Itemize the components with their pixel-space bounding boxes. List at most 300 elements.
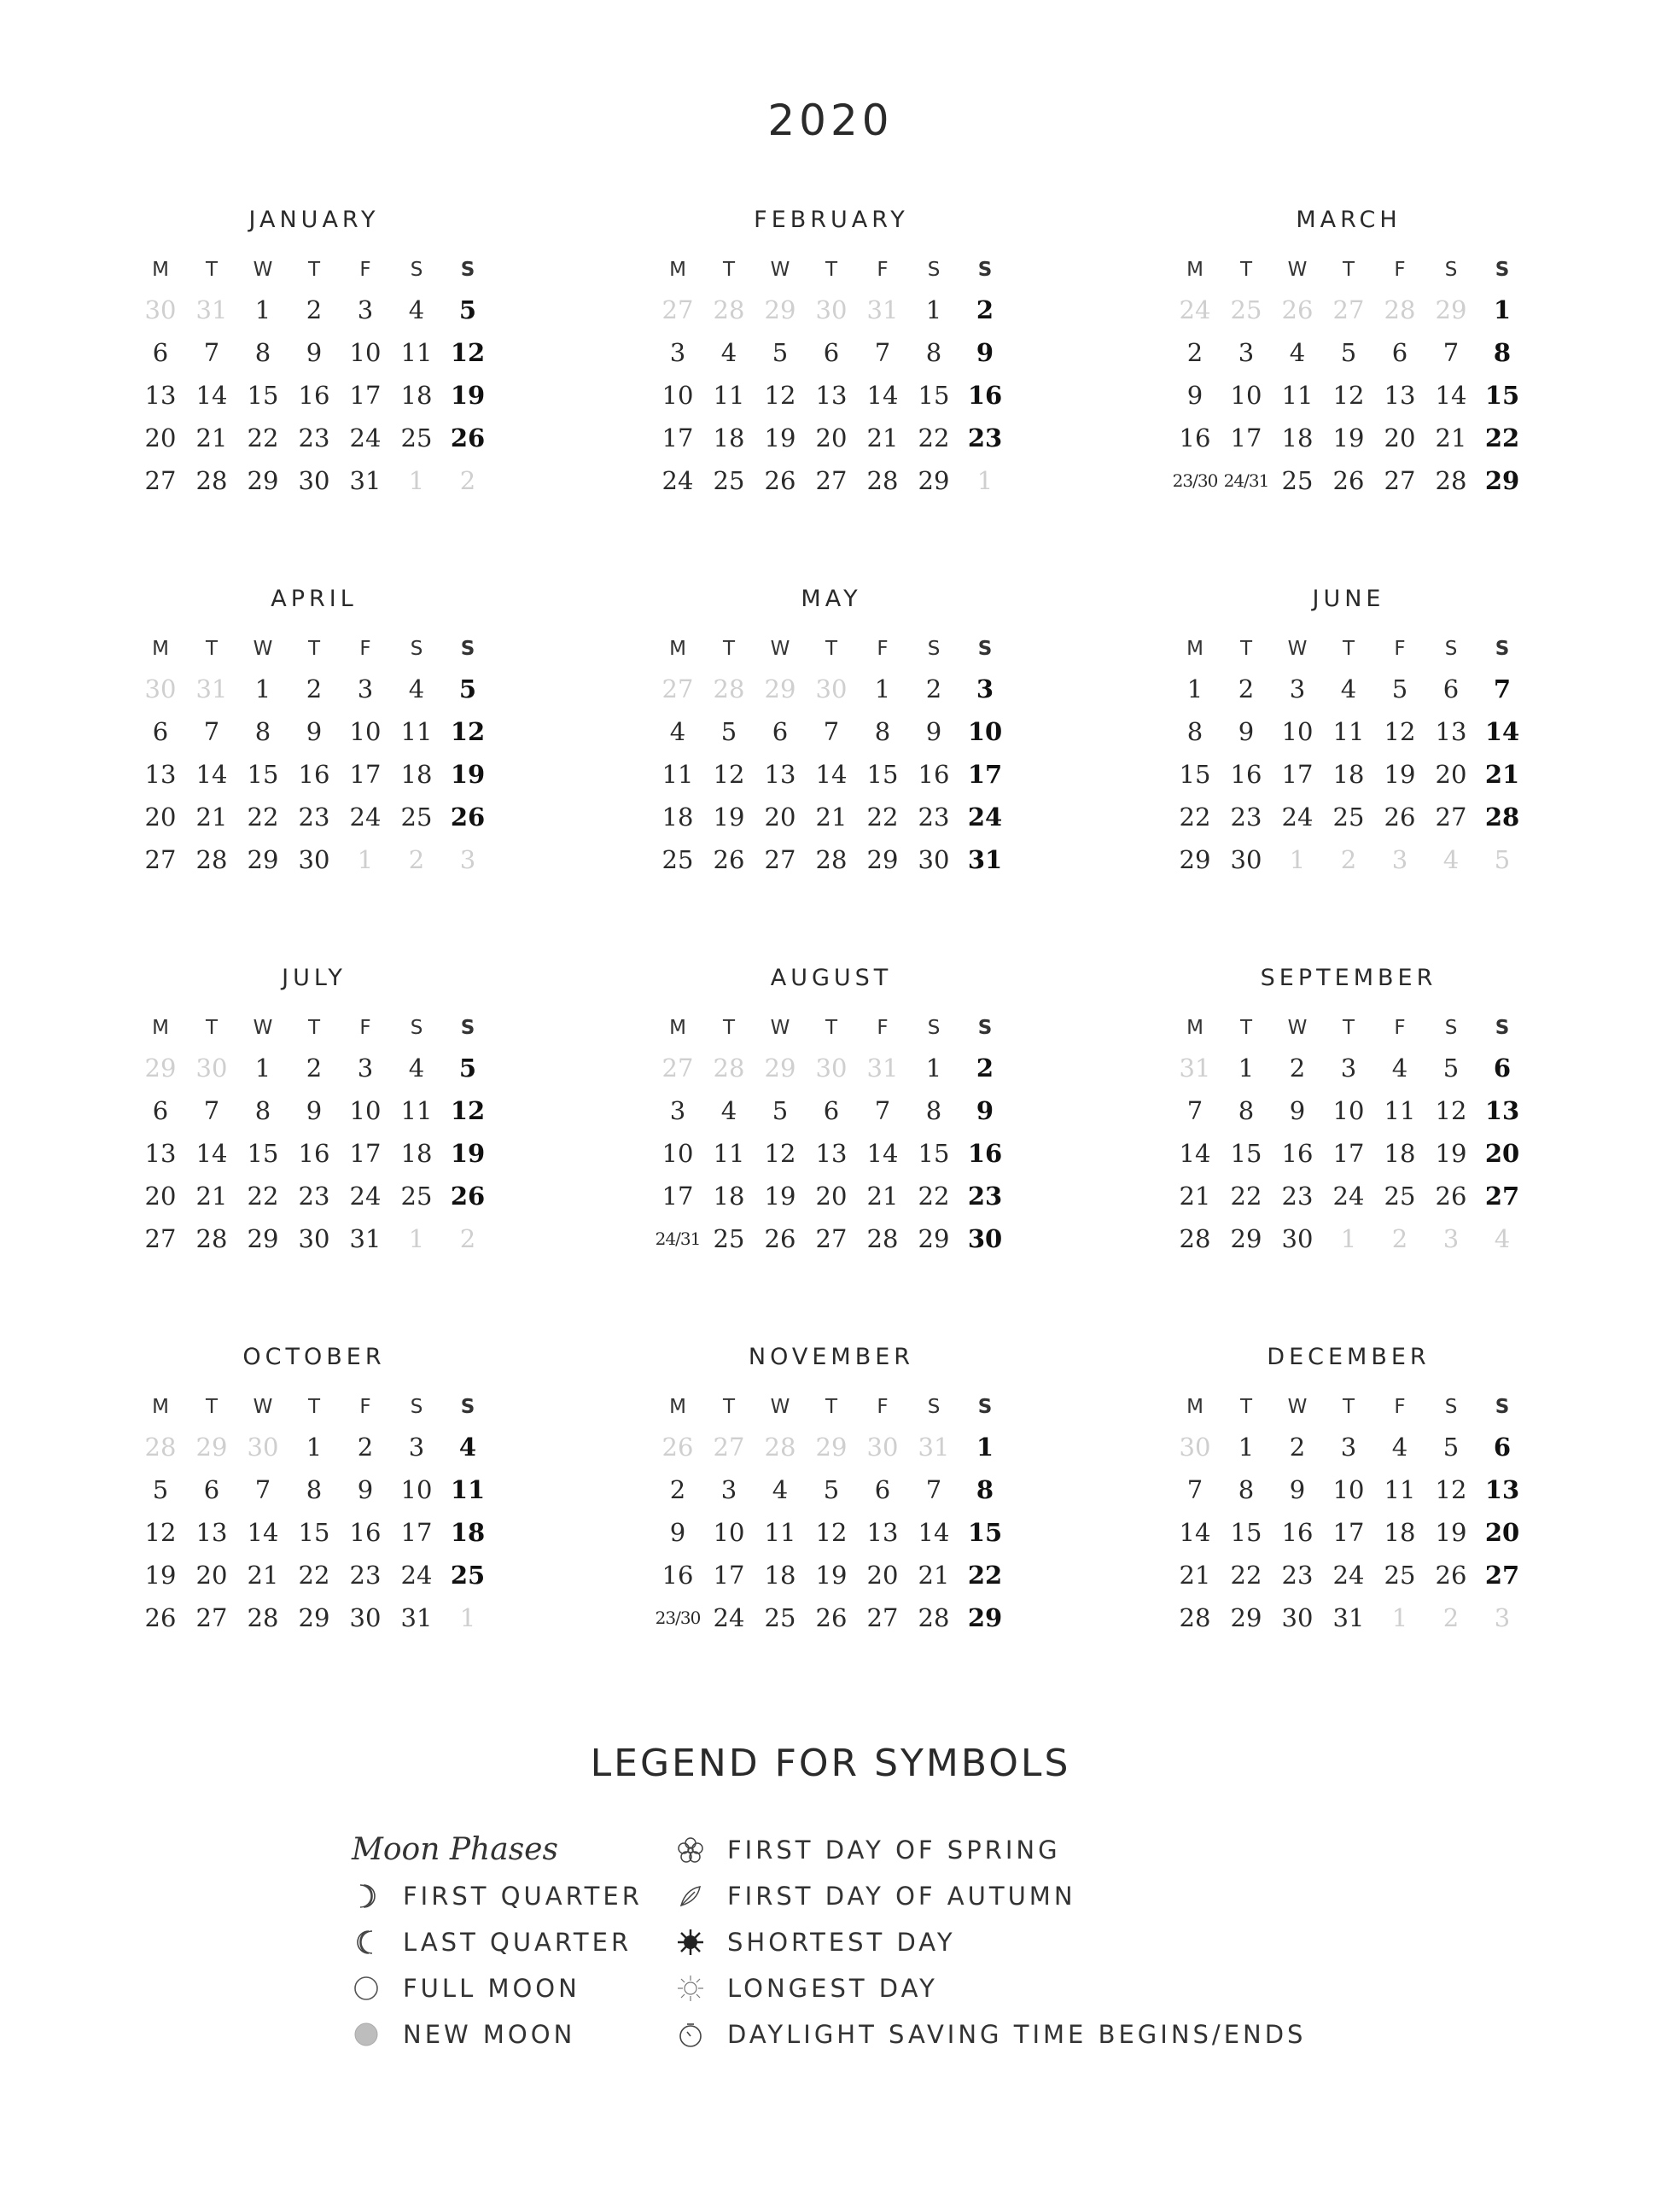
day-cell: 4 (1289, 338, 1306, 367)
weekday-header: S (410, 1396, 423, 1418)
dark-sun-icon (676, 1925, 719, 1959)
weekday-header: F (877, 638, 889, 660)
legend-label: LAST QUARTER (403, 1928, 632, 1957)
weekday-header: W (253, 1017, 273, 1039)
day-cell: 16 (298, 760, 330, 789)
day-cell: 3 (357, 295, 374, 324)
weekday-header: S (927, 259, 941, 281)
weekday-header: M (152, 638, 169, 660)
day-cell: 30 (1281, 1603, 1314, 1632)
day-cell: 15 (866, 760, 899, 789)
day-cell: 30 (298, 466, 330, 495)
day-cell: 27 (1484, 1182, 1520, 1211)
adjacent-month-day: 30 (815, 674, 848, 703)
day-cell: 26 (450, 803, 486, 832)
day-cell: 5 (458, 1053, 477, 1083)
day-cell: 30 (967, 1224, 1003, 1253)
day-cell: 23 (967, 1182, 1003, 1211)
weekday-header: F (877, 1017, 889, 1039)
adjacent-month-day: 2 (1442, 1603, 1460, 1632)
adjacent-month-day: 29 (815, 1433, 848, 1462)
weekday-header: T (722, 638, 736, 660)
day-cell: 24 (1281, 803, 1314, 832)
adjacent-month-day: 3 (1494, 1603, 1511, 1632)
adjacent-month-day: 27 (661, 1053, 694, 1083)
day-cell: 22 (247, 423, 279, 452)
day-cell: 1 (306, 1433, 323, 1462)
day-cell: 8 (1493, 338, 1512, 367)
month-grid (135, 203, 1528, 1639)
weekday-header: S (927, 1396, 941, 1418)
day-cell: 15 (247, 381, 279, 410)
adjacent-month-day: 1 (1391, 1603, 1408, 1632)
day-cell: 26 (1435, 1561, 1467, 1590)
day-cell: 12 (144, 1518, 177, 1547)
adjacent-month-day: 29 (764, 295, 796, 324)
adjacent-month-day: 27 (713, 1433, 745, 1462)
day-cell: 17 (1281, 760, 1314, 789)
day-cell: 9 (925, 717, 942, 746)
day-cell: 9 (669, 1518, 686, 1547)
day-cell: 16 (1281, 1139, 1314, 1168)
moon-phases-list (352, 1873, 676, 2057)
day-cell: 24 (400, 1561, 433, 1590)
day-cell: 13 (144, 381, 177, 410)
day-cell: 27 (1384, 466, 1416, 495)
weekday-header: T (1342, 638, 1355, 660)
month-name: OCTOBER (242, 1344, 386, 1370)
day-cell: 25 (1332, 803, 1365, 832)
day-cell: 23 (1230, 803, 1262, 832)
day-cell: 23/30 (655, 1608, 701, 1628)
day-cell: 14 (866, 381, 899, 410)
day-cell: 4 (1340, 674, 1357, 703)
adjacent-month-day: 1 (976, 466, 994, 495)
day-cell: 14 (866, 1139, 899, 1168)
day-cell: 25 (400, 423, 433, 452)
weekday-header: T (825, 1017, 838, 1039)
weekday-header: M (1186, 638, 1203, 660)
adjacent-month-day: 29 (195, 1433, 228, 1462)
day-cell: 17 (1332, 1518, 1365, 1547)
day-cell: 19 (815, 1561, 848, 1590)
weekday-header: T (307, 1017, 321, 1039)
day-cell: 23 (918, 803, 950, 832)
day-cell: 9 (1289, 1096, 1306, 1125)
day-cell: 30 (298, 1224, 330, 1253)
day-cell: 3 (669, 338, 686, 367)
day-cell: 24 (967, 803, 1003, 832)
day-cell: 21 (1484, 760, 1520, 789)
weekday-header: F (877, 1396, 889, 1418)
day-cell: 16 (1230, 760, 1262, 789)
day-cell: 12 (764, 381, 796, 410)
day-cell: 25 (1384, 1561, 1416, 1590)
day-cell: 28 (1179, 1224, 1211, 1253)
legend-label: SHORTEST DAY (727, 1928, 956, 1957)
day-cell: 14 (1179, 1139, 1211, 1168)
adjacent-month-day: 1 (1289, 845, 1306, 874)
weekday-header: S (1495, 638, 1510, 660)
adjacent-month-day: 1 (408, 1224, 425, 1253)
day-cell: 8 (254, 1096, 271, 1125)
weekday-header: T (205, 638, 219, 660)
day-cell: 20 (144, 423, 177, 452)
day-cell: 14 (1484, 717, 1520, 746)
day-cell: 28 (815, 845, 848, 874)
weekday-header: S (927, 1017, 941, 1039)
day-cell: 30 (349, 1603, 382, 1632)
day-cell: 23 (298, 423, 330, 452)
day-cell: 22 (247, 1182, 279, 1211)
day-cell: 18 (1332, 760, 1365, 789)
day-cell: 14 (815, 760, 848, 789)
clock-icon (676, 2017, 719, 2051)
day-cell: 1 (976, 1433, 994, 1462)
day-cell: 11 (764, 1518, 796, 1547)
weekday-header: T (307, 259, 321, 281)
month-march (1169, 203, 1528, 502)
adjacent-month-day: 2 (459, 466, 476, 495)
day-cell: 7 (823, 717, 840, 746)
day-cell: 27 (144, 466, 177, 495)
month-september (1169, 961, 1528, 1260)
day-grid (135, 251, 493, 502)
legend-label: DAYLIGHT SAVING TIME BEGINS/ENDS (727, 2020, 1307, 2049)
day-cell: 1 (1238, 1433, 1255, 1462)
month-july (135, 961, 493, 1260)
month-name: APRIL (271, 586, 358, 612)
weekday-header: S (1444, 1017, 1458, 1039)
day-cell: 29 (298, 1603, 330, 1632)
day-cell: 7 (1442, 338, 1460, 367)
day-grid (652, 630, 1011, 881)
legend (0, 1742, 1661, 2049)
weekday-header: M (669, 638, 686, 660)
adjacent-month-day: 28 (1384, 295, 1416, 324)
day-cell: 17 (1230, 423, 1262, 452)
day-cell: 9 (976, 1096, 994, 1125)
day-cell: 21 (247, 1561, 279, 1590)
day-cell: 16 (967, 1139, 1003, 1168)
month-name: JUNE (1312, 586, 1385, 612)
day-cell: 28 (918, 1603, 950, 1632)
day-cell: 11 (400, 1096, 433, 1125)
day-cell: 5 (823, 1475, 840, 1504)
day-cell: 5 (152, 1475, 169, 1504)
adjacent-month-day: 1 (459, 1603, 476, 1632)
day-cell: 21 (866, 423, 899, 452)
leaf-icon (676, 1879, 719, 1913)
day-cell: 2 (306, 674, 323, 703)
day-cell: 10 (400, 1475, 433, 1504)
weekday-header: W (1287, 638, 1308, 660)
day-cell: 23/30 (1172, 470, 1218, 491)
day-cell: 11 (400, 717, 433, 746)
day-cell: 12 (1435, 1475, 1467, 1504)
day-cell: 1 (925, 295, 942, 324)
adjacent-month-day: 30 (1179, 1433, 1211, 1462)
day-cell: 27 (144, 845, 177, 874)
day-cell: 16 (298, 1139, 330, 1168)
day-cell: 29 (247, 845, 279, 874)
day-cell: 27 (815, 1224, 848, 1253)
day-cell: 1 (925, 1053, 942, 1083)
day-cell: 11 (661, 760, 694, 789)
day-cell: 2 (925, 674, 942, 703)
day-cell: 20 (144, 803, 177, 832)
day-cell: 26 (764, 1224, 796, 1253)
day-cell: 11 (450, 1475, 486, 1504)
adjacent-month-day: 30 (195, 1053, 228, 1083)
day-cell: 21 (1179, 1561, 1211, 1590)
day-cell: 6 (823, 1096, 840, 1125)
day-cell: 15 (1484, 381, 1520, 410)
month-name: DECEMBER (1267, 1344, 1431, 1370)
day-cell: 14 (195, 381, 228, 410)
day-cell: 12 (1332, 381, 1365, 410)
day-cell: 14 (195, 760, 228, 789)
day-cell: 7 (925, 1475, 942, 1504)
adjacent-month-day: 30 (247, 1433, 279, 1462)
day-cell: 13 (144, 760, 177, 789)
day-cell: 24 (349, 1182, 382, 1211)
day-cell: 19 (450, 1139, 486, 1168)
weekday-header: S (1495, 1396, 1510, 1418)
day-cell: 28 (1435, 466, 1467, 495)
day-cell: 28 (195, 845, 228, 874)
day-cell: 18 (1384, 1139, 1416, 1168)
day-cell: 20 (866, 1561, 899, 1590)
day-cell: 25 (1384, 1182, 1416, 1211)
day-cell: 16 (967, 381, 1003, 410)
weekday-header: W (1287, 1396, 1308, 1418)
day-cell: 31 (349, 466, 382, 495)
adjacent-month-day: 2 (459, 1224, 476, 1253)
day-grid (135, 630, 493, 881)
day-cell: 8 (874, 717, 891, 746)
day-cell: 10 (661, 1139, 694, 1168)
day-cell: 1 (874, 674, 891, 703)
day-cell: 10 (349, 717, 382, 746)
weekday-header: T (722, 1017, 736, 1039)
day-cell: 21 (1435, 423, 1467, 452)
day-cell: 12 (1384, 717, 1416, 746)
day-cell: 25 (764, 1603, 796, 1632)
weekday-header: T (1239, 1396, 1253, 1418)
day-cell: 4 (669, 717, 686, 746)
day-cell: 27 (195, 1603, 228, 1632)
adjacent-month-day: 24 (1179, 295, 1211, 324)
day-cell: 28 (866, 1224, 899, 1253)
day-cell: 17 (349, 381, 382, 410)
legend-item (352, 1873, 676, 1919)
day-cell: 5 (458, 674, 477, 703)
day-cell: 8 (1238, 1475, 1255, 1504)
adjacent-month-day: 29 (144, 1053, 177, 1083)
adjacent-month-day: 31 (195, 674, 228, 703)
day-cell: 22 (1230, 1182, 1262, 1211)
day-cell: 25 (713, 1224, 745, 1253)
day-cell: 25 (1281, 466, 1314, 495)
legend-item (676, 1873, 1306, 1919)
adjacent-month-day: 27 (661, 295, 694, 324)
day-cell: 1 (254, 295, 271, 324)
legend-label: FULL MOON (403, 1974, 580, 2003)
weekday-header: F (359, 638, 371, 660)
day-cell: 9 (976, 338, 994, 367)
day-cell: 14 (918, 1518, 950, 1547)
day-cell: 11 (1384, 1096, 1416, 1125)
day-cell: 3 (1238, 338, 1255, 367)
day-cell: 2 (1186, 338, 1203, 367)
day-cell: 27 (764, 845, 796, 874)
adjacent-month-day: 25 (1230, 295, 1262, 324)
legend-title: LEGEND FOR SYMBOLS (590, 1742, 1071, 1785)
day-cell: 6 (152, 717, 169, 746)
day-cell: 15 (918, 1139, 950, 1168)
day-cell: 24 (349, 423, 382, 452)
day-cell: 22 (918, 423, 950, 452)
day-cell: 21 (195, 1182, 228, 1211)
day-cell: 26 (764, 466, 796, 495)
day-cell: 4 (408, 295, 425, 324)
day-cell: 8 (254, 338, 271, 367)
month-name: MAY (801, 586, 862, 612)
weekday-header: F (359, 259, 371, 281)
moon-phases-heading: Moon Phases (352, 1832, 558, 1867)
adjacent-month-day: 27 (1332, 295, 1365, 324)
weekday-header: S (1495, 259, 1510, 281)
day-cell: 22 (1230, 1561, 1262, 1590)
month-name: FEBRUARY (754, 207, 909, 233)
day-cell: 22 (247, 803, 279, 832)
weekday-header: T (205, 1396, 219, 1418)
adjacent-month-day: 5 (1494, 845, 1511, 874)
day-cell: 24/31 (1223, 470, 1269, 491)
day-cell: 4 (1391, 1053, 1408, 1083)
day-cell: 8 (925, 1096, 942, 1125)
day-cell: 3 (1340, 1053, 1357, 1083)
day-cell: 7 (203, 338, 220, 367)
legend-label: NEW MOON (403, 2020, 576, 2049)
weekday-header: W (253, 1396, 273, 1418)
day-cell: 16 (1179, 423, 1211, 452)
day-cell: 23 (967, 423, 1003, 452)
day-grid (652, 1388, 1011, 1639)
adjacent-month-day: 28 (713, 1053, 745, 1083)
day-cell: 3 (357, 1053, 374, 1083)
weekday-header: T (1342, 1017, 1355, 1039)
day-cell: 25 (450, 1561, 486, 1590)
day-cell: 10 (1332, 1475, 1365, 1504)
day-cell: 6 (152, 1096, 169, 1125)
day-cell: 4 (720, 1096, 737, 1125)
day-cell: 26 (1384, 803, 1416, 832)
day-cell: 13 (1484, 1096, 1520, 1125)
day-cell: 2 (306, 1053, 323, 1083)
day-cell: 24 (661, 466, 694, 495)
day-cell: 6 (1493, 1053, 1512, 1083)
day-cell: 3 (669, 1096, 686, 1125)
legend-item (352, 2011, 676, 2057)
day-cell: 17 (967, 760, 1003, 789)
day-cell: 21 (866, 1182, 899, 1211)
day-cell: 14 (1435, 381, 1467, 410)
day-cell: 20 (1484, 1518, 1520, 1547)
day-cell: 17 (661, 423, 694, 452)
day-cell: 9 (1186, 381, 1203, 410)
day-cell: 31 (349, 1224, 382, 1253)
day-cell: 20 (815, 1182, 848, 1211)
day-cell: 12 (713, 760, 745, 789)
weekday-header: M (152, 259, 169, 281)
day-cell: 7 (1493, 674, 1512, 703)
day-cell: 3 (1340, 1433, 1357, 1462)
day-cell: 17 (661, 1182, 694, 1211)
weekday-header: W (1287, 259, 1308, 281)
month-may (652, 582, 1011, 881)
day-cell: 15 (1230, 1139, 1262, 1168)
weekday-header: M (669, 259, 686, 281)
day-cell: 13 (815, 1139, 848, 1168)
day-cell: 26 (1435, 1182, 1467, 1211)
day-cell: 18 (1281, 423, 1314, 452)
weekday-header: T (1239, 259, 1253, 281)
day-cell: 10 (1281, 717, 1314, 746)
adjacent-month-day: 26 (1281, 295, 1314, 324)
month-name: JANUARY (248, 207, 380, 233)
day-cell: 12 (450, 1096, 486, 1125)
day-cell: 30 (1230, 845, 1262, 874)
weekday-header: S (1444, 1396, 1458, 1418)
weekday-header: S (1495, 1017, 1510, 1039)
adjacent-month-day: 3 (1391, 845, 1408, 874)
day-cell: 22 (866, 803, 899, 832)
day-cell: 16 (918, 760, 950, 789)
adjacent-month-day: 27 (661, 674, 694, 703)
day-cell: 29 (247, 1224, 279, 1253)
day-cell: 19 (1435, 1139, 1467, 1168)
day-cell: 29 (866, 845, 899, 874)
day-cell: 10 (967, 717, 1003, 746)
day-cell: 20 (1435, 760, 1467, 789)
day-cell: 17 (400, 1518, 433, 1547)
day-grid (652, 251, 1011, 502)
day-cell: 19 (1435, 1518, 1467, 1547)
legend-item (676, 2011, 1306, 2057)
day-grid (1169, 1388, 1528, 1639)
day-cell: 5 (1442, 1053, 1460, 1083)
day-cell: 13 (195, 1518, 228, 1547)
weekday-header: W (253, 638, 273, 660)
bright-sun-icon (676, 1971, 719, 2005)
weekday-header: S (460, 259, 475, 281)
month-december (1169, 1340, 1528, 1639)
day-cell: 5 (458, 295, 477, 324)
day-cell: 18 (400, 381, 433, 410)
day-grid (135, 1009, 493, 1260)
day-cell: 2 (976, 295, 994, 324)
day-cell: 16 (298, 381, 330, 410)
adjacent-month-day: 2 (1391, 1224, 1408, 1253)
weekday-header: W (253, 259, 273, 281)
weekday-header: T (1239, 1017, 1253, 1039)
day-cell: 2 (1289, 1433, 1306, 1462)
weekday-header: W (770, 1396, 790, 1418)
adjacent-month-day: 1 (408, 466, 425, 495)
adjacent-month-day: 2 (1340, 845, 1357, 874)
